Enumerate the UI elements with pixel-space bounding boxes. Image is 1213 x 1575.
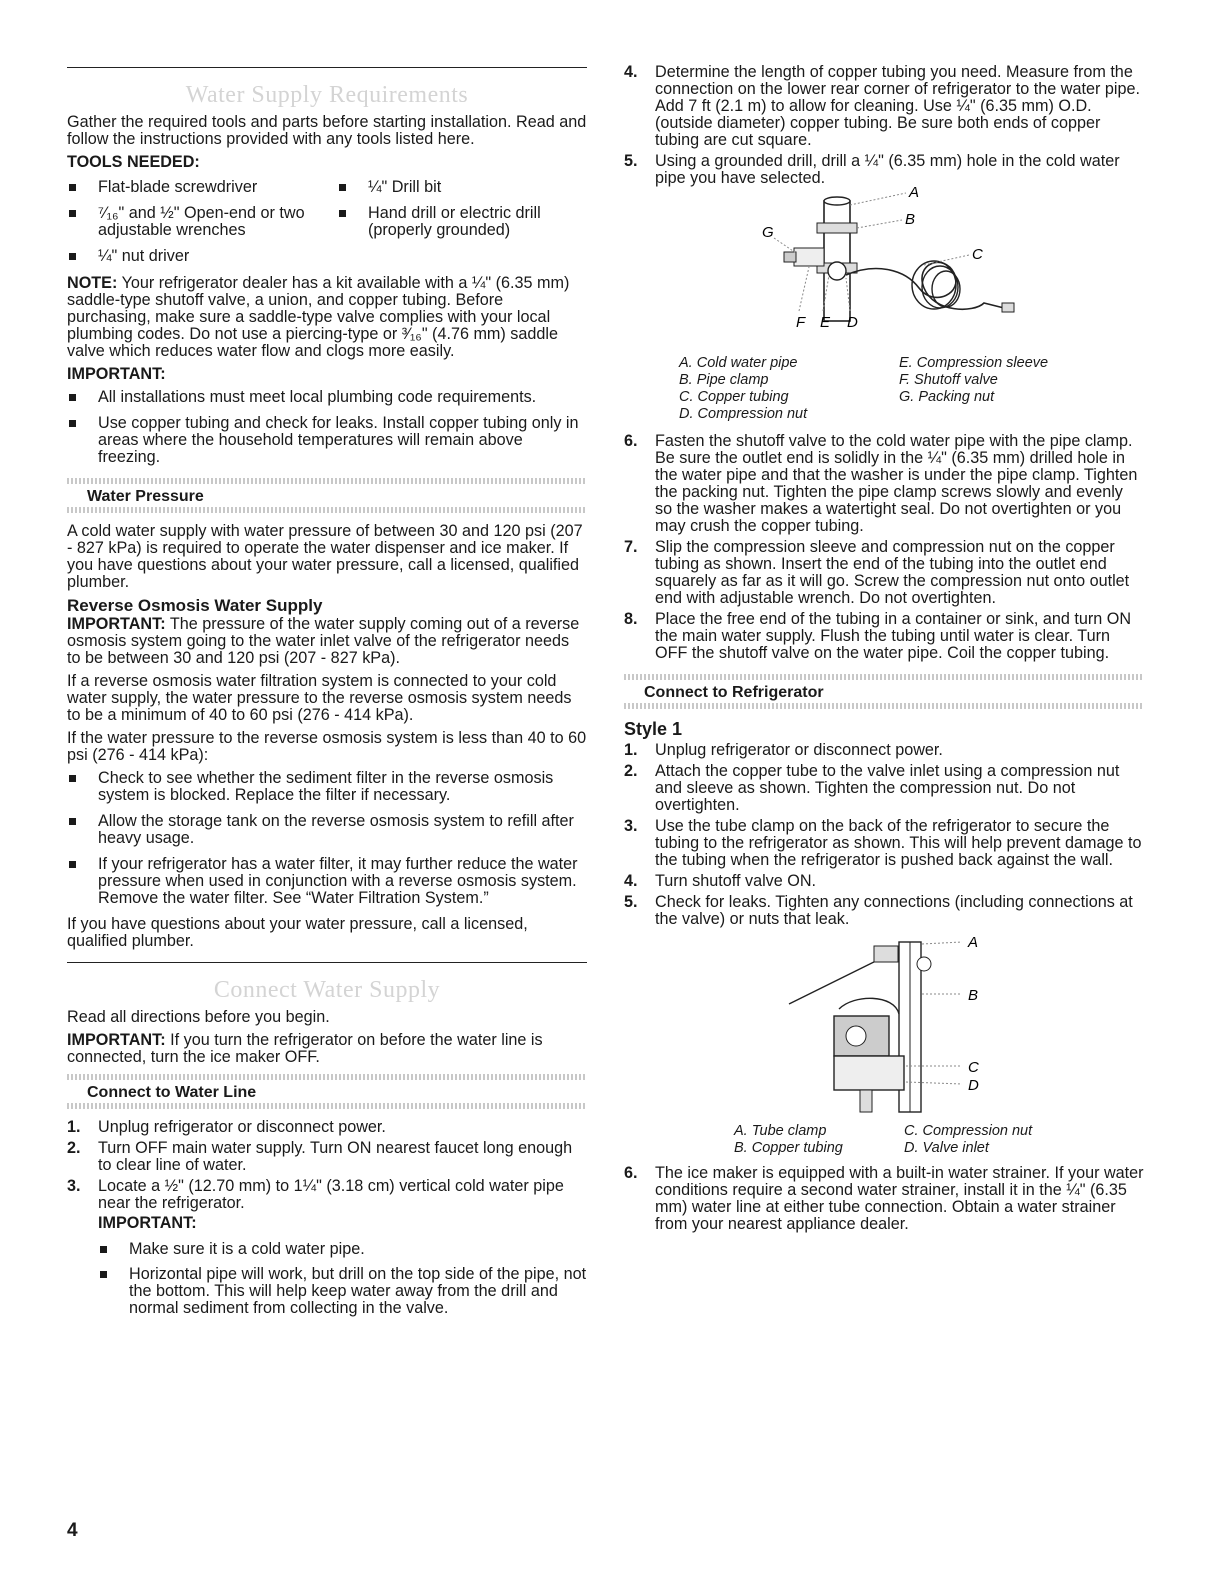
- step-text: Check for leaks. Tighten any connections (including connections at the valve) or nuts that leak.: [655, 893, 1133, 928]
- step-number: 5.: [624, 893, 638, 911]
- tool-item: ⁷⁄₁₆" and ½" Open-end or two adjustable wrenches: [67, 205, 337, 239]
- step-text: Using a grounded drill, drill a ¼" (6.35 mm) hole in the cold water pipe you have selected.: [655, 152, 1120, 187]
- connect-important-text: If you turn the refrigerator on before the water line is connected, turn the ice maker OFF.: [67, 1031, 543, 1066]
- valve-inlet-illustration: [624, 934, 1144, 1119]
- step-item: [624, 64, 1144, 149]
- connect-important: [67, 1032, 587, 1066]
- caption: G. Packing nut: [899, 389, 995, 405]
- step-item: [67, 1178, 587, 1317]
- step-number: 7.: [624, 538, 638, 556]
- note-paragraph: [67, 275, 587, 360]
- fig2-captions: [734, 1123, 1144, 1157]
- step-item: [67, 1140, 587, 1174]
- ro-important-label: IMPORTANT:: [67, 615, 166, 633]
- caption: A. Cold water pipe: [679, 355, 798, 371]
- caption: C. Copper tubing: [679, 389, 789, 405]
- step-number: 5.: [624, 152, 638, 170]
- caption: B. Copper tubing: [734, 1140, 843, 1156]
- step3-important: [98, 1215, 587, 1317]
- step-item: [624, 763, 1144, 814]
- connect-line-steps-cont: [624, 64, 1144, 187]
- fig1-letter: C: [972, 246, 983, 263]
- list-item: All installations must meet local plumbing code requirements.: [67, 389, 587, 406]
- ro-important: [67, 616, 587, 667]
- step-text: Locate a ½" (12.70 mm) to 1¼" (3.18 cm) vertical cold water pipe near the refrigerator.: [98, 1177, 564, 1212]
- connect-fridge-steps: [624, 742, 1144, 928]
- right-column: [624, 0, 1144, 1239]
- step-text: Turn OFF main water supply. Turn ON nearest faucet long enough to clear line of water.: [98, 1139, 573, 1174]
- fig2-letter: A: [968, 934, 979, 951]
- step-text: Fasten the shutoff valve to the cold water pipe with the pipe clamp. Be sure the outlet end is solidly in the ¼" (6.35 mm) drilled hole in the water pipe and that the washer is under the pipe clamp. Tighten the packing nut. Tighten the pipe clamp screws slowly and evenly so the washer makes a watertight seal. Do not overtighten or you may crush the copper tubing.: [655, 432, 1138, 535]
- fig2-letter: C: [968, 1059, 979, 1076]
- connect-line-steps: [67, 1119, 587, 1317]
- tool-item: ¼" Drill bit: [337, 179, 587, 196]
- note-text: Your refrigerator dealer has a kit available with a ¼" (6.35 mm) saddle-type shutoff valve, a union, and copper tubing. Before purchasing, make sure a saddle-type valve complies with your local plumbing codes. Do not use a piercing-type or ³⁄₁₆" (4.76 mm) saddle valve which reduces water flow and clogs more easily.: [67, 274, 570, 360]
- list-item: Use copper tubing and check for leaks. Install copper tubing only in areas where the household temperatures will remain above freezing.: [67, 415, 587, 466]
- page-number: 4: [67, 1520, 78, 1541]
- dotted-divider: [624, 703, 1144, 709]
- caption: D. Compression nut: [679, 406, 808, 422]
- fig2-letter: D: [968, 1077, 979, 1094]
- caption: E. Compression sleeve: [899, 355, 1049, 371]
- fig1-letter: G: [762, 224, 774, 241]
- section-title-water-supply: Water Supply Requirements: [185, 82, 469, 108]
- fig2-letter: B: [968, 987, 979, 1004]
- step-text: The ice maker is equipped with a built-in water strainer. If your water conditions require a second water strainer, install it in the ¼" (6.35 mm) water line at either tube connection. Obtain a water strainer from your nearest appliance dealer.: [655, 1164, 1144, 1233]
- step-text: Attach the copper tube to the valve inlet using a compression nut and sleeve as shown. Tighten the compression nut. Do not overtighten.: [655, 762, 1120, 814]
- left-column: [67, 0, 587, 1325]
- valve-inlet-figure: [624, 934, 1144, 1119]
- important-heading: IMPORTANT:: [67, 365, 166, 383]
- step-number: 6.: [624, 432, 638, 450]
- step-item: [624, 153, 1144, 187]
- list-item: If your refrigerator has a water filter, it may further reduce the water pressure when used in conjunction with a reverse osmosis system. Remove the water filter. See “Water Filtration System.”: [67, 856, 587, 907]
- step-number: 8.: [624, 610, 638, 628]
- list-item: Allow the storage tank on the reverse osmosis system to refill after heavy usage.: [67, 813, 587, 847]
- shutoff-valve-figure: [624, 184, 1144, 353]
- connect-fridge-step6: [624, 1165, 1144, 1233]
- ro-paragraph: If you have questions about your water pressure, call a licensed, qualified plumber.: [67, 915, 528, 950]
- ro-paragraph: If the water pressure to the reverse osmosis system is less than 40 to 60 psi (276 - 414 kPa):: [67, 729, 587, 764]
- step-item: [624, 433, 1144, 535]
- step-text: Use the tube clamp on the back of the refrigerator to secure the tubing to the refrigerator as shown. This will help prevent damage to the tubing when the refrigerator is pushed back against the wall.: [655, 817, 1142, 869]
- caption: B. Pipe clamp: [679, 372, 769, 388]
- section-title-connect-supply: Connect Water Supply: [213, 977, 441, 1003]
- ro-list: [67, 770, 587, 907]
- tools-list: [67, 179, 587, 265]
- step-number: 1.: [624, 741, 638, 759]
- step3-list: [98, 1241, 587, 1317]
- style-heading: Style 1: [624, 719, 683, 739]
- step-number: 6.: [624, 1164, 638, 1182]
- water-pressure-header: [67, 478, 587, 513]
- intro-text: Gather the required tools and parts before starting installation. Read and follow the instructions provided with any tools listed here.: [67, 113, 587, 148]
- step-text: Slip the compression sleeve and compression nut on the copper tubing as shown. Insert the end of the tubing into the outlet end squarely as far as it will go. Screw the compression nut onto outlet end with adjustable wrench. Do not overtighten.: [655, 538, 1130, 607]
- step-number: 3.: [624, 817, 638, 835]
- fig1-letter: B: [905, 211, 916, 228]
- dotted-divider: [67, 507, 587, 513]
- step-number: 2.: [624, 762, 638, 780]
- water-pressure-text: A cold water supply with water pressure of between 30 and 120 psi (207 - 827 kPa) is required to operate the water dispenser and ice maker. If you have questions about your water pressure, call a licensed, qualified plumber.: [67, 522, 583, 591]
- list-item: Horizontal pipe will work, but drill on the top side of the pipe, not the bottom. This will help keep water away from the drill and normal sediment from collecting in the valve.: [98, 1266, 587, 1317]
- caption: D. Valve inlet: [904, 1140, 989, 1156]
- step-item: [624, 818, 1144, 869]
- tool-item: Flat-blade screwdriver: [67, 179, 337, 196]
- step-item: [624, 539, 1144, 607]
- connect-important-label: IMPORTANT:: [67, 1031, 166, 1049]
- step-item: [624, 742, 1144, 759]
- step-item: [624, 873, 1144, 890]
- connect-fridge-header: [624, 674, 1144, 709]
- step-number: 2.: [67, 1139, 81, 1157]
- section-rule: [67, 67, 587, 68]
- step-number: 4.: [624, 63, 638, 81]
- fig1-letter: E: [820, 314, 831, 331]
- caption: A. Tube clamp: [734, 1123, 827, 1139]
- important-list: [67, 389, 587, 466]
- caption: C. Compression nut: [904, 1123, 1033, 1139]
- step-item: [624, 611, 1144, 662]
- step3-important-label: IMPORTANT:: [98, 1214, 197, 1232]
- fig1-letter: F: [796, 314, 806, 331]
- ro-important-text: The pressure of the water supply coming out of a reverse osmosis system going to the water inlet valve of the refrigerator needs to be between 30 and 120 psi (207 - 827 kPa).: [67, 615, 580, 667]
- caption: F. Shutoff valve: [899, 372, 998, 388]
- step-item: [67, 1119, 587, 1136]
- connect-fridge-label: Connect to Refrigerator: [644, 684, 824, 701]
- step-number: 3.: [67, 1177, 81, 1195]
- fig1-captions: [679, 355, 1144, 423]
- tools-heading: TOOLS NEEDED:: [67, 153, 200, 171]
- fig1-letter: D: [847, 314, 858, 331]
- step-number: 1.: [67, 1118, 81, 1136]
- step-text: Place the free end of the tubing in a container or sink, and turn ON the main water supply. Flush the tubing until water is clear. Turn OFF the shutoff valve on the water pipe. Coil the copper tubing.: [655, 610, 1132, 662]
- connect-line-label: Connect to Water Line: [87, 1084, 257, 1101]
- tool-item: ¼" nut driver: [67, 248, 337, 265]
- step-text: Unplug refrigerator or disconnect power.: [655, 741, 943, 759]
- connect-line-header: [67, 1074, 587, 1109]
- connect-line-steps-after: [624, 433, 1144, 662]
- step-text: Unplug refrigerator or disconnect power.: [98, 1118, 386, 1136]
- dotted-divider: [67, 1103, 587, 1109]
- list-item: Check to see whether the sediment filter in the reverse osmosis system is blocked. Replace the filter if necessary.: [67, 770, 587, 804]
- step-item: [624, 1165, 1144, 1233]
- connect-intro: Read all directions before you begin.: [67, 1008, 330, 1026]
- shutoff-valve-illustration: [624, 184, 1144, 353]
- note-label: NOTE:: [67, 274, 118, 292]
- fig1-letter: A: [909, 184, 920, 201]
- section-rule: [67, 962, 587, 963]
- list-item: Make sure it is a cold water pipe.: [98, 1241, 587, 1258]
- step-number: 4.: [624, 872, 638, 890]
- step-item: [624, 894, 1144, 928]
- water-pressure-label: Water Pressure: [87, 488, 204, 505]
- step-text: Determine the length of copper tubing you need. Measure from the connection on the lower rear corner of refrigerator to the water pipe. Add 7 ft (2.1 m) to allow for cleaning. Use ¼" (6.35 mm) O.D. (outside diameter) copper tubing. Be sure both ends of copper tubing are cut square.: [655, 63, 1140, 149]
- tool-item: Hand drill or electric drill (properly grounded): [337, 205, 587, 239]
- ro-heading: Reverse Osmosis Water Supply: [67, 596, 323, 615]
- ro-paragraph: If a reverse osmosis water filtration system is connected to your cold water supply, the water pressure to the reverse osmosis system needs to be a minimum of 40 to 60 psi (276 - 414 kPa).: [67, 672, 572, 724]
- step-text: Turn shutoff valve ON.: [655, 872, 817, 890]
